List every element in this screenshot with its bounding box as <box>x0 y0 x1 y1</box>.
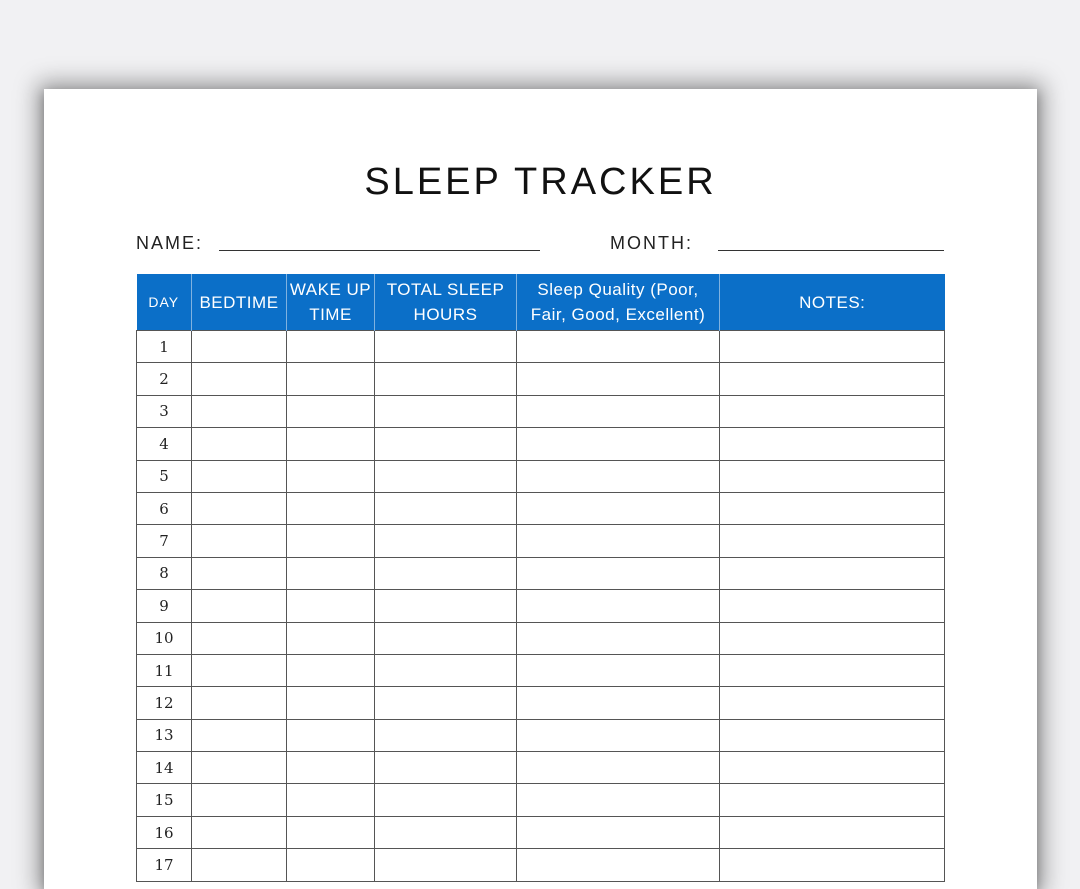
sleep-quality-cell[interactable] <box>517 752 720 784</box>
sleep-quality-cell[interactable] <box>517 654 720 686</box>
bedtime-cell[interactable] <box>192 654 287 686</box>
wake-up-time-cell[interactable] <box>287 525 375 557</box>
total-sleep-hours-cell[interactable] <box>375 719 517 751</box>
day-cell: 10 <box>137 622 192 654</box>
total-sleep-hours-cell[interactable] <box>375 492 517 524</box>
sleep-quality-cell[interactable] <box>517 331 720 363</box>
notes-cell[interactable] <box>720 654 945 686</box>
day-cell: 4 <box>137 428 192 460</box>
sleep-quality-cell[interactable] <box>517 849 720 881</box>
day-cell: 13 <box>137 719 192 751</box>
day-cell: 2 <box>137 363 192 395</box>
day-cell: 12 <box>137 687 192 719</box>
bedtime-cell[interactable] <box>192 622 287 654</box>
header-bedtime: BEDTIME <box>192 274 287 331</box>
header-notes: NOTES: <box>720 274 945 331</box>
total-sleep-hours-cell[interactable] <box>375 816 517 848</box>
total-sleep-hours-cell[interactable] <box>375 622 517 654</box>
table-body <box>137 331 945 882</box>
notes-cell[interactable] <box>720 460 945 492</box>
total-sleep-hours-cell[interactable] <box>375 687 517 719</box>
table-row <box>137 363 945 395</box>
sleep-log-table <box>136 274 945 882</box>
notes-cell[interactable] <box>720 622 945 654</box>
notes-cell[interactable] <box>720 557 945 589</box>
notes-cell[interactable] <box>720 525 945 557</box>
wake-up-time-cell[interactable] <box>287 752 375 784</box>
table-row <box>137 719 945 751</box>
table-row <box>137 395 945 427</box>
header-day: DAY <box>137 274 192 331</box>
wake-up-time-cell[interactable] <box>287 849 375 881</box>
total-sleep-hours-cell[interactable] <box>375 331 517 363</box>
day-cell: 9 <box>137 590 192 622</box>
sleep-quality-cell[interactable] <box>517 395 720 427</box>
table-row <box>137 331 945 363</box>
total-sleep-hours-cell[interactable] <box>375 363 517 395</box>
day-cell: 17 <box>137 849 192 881</box>
wake-up-time-cell[interactable] <box>287 816 375 848</box>
total-sleep-hours-cell[interactable] <box>375 654 517 686</box>
day-cell: 15 <box>137 784 192 816</box>
bedtime-cell[interactable] <box>192 492 287 524</box>
day-cell: 3 <box>137 395 192 427</box>
day-cell: 8 <box>137 557 192 589</box>
notes-cell[interactable] <box>720 492 945 524</box>
notes-cell[interactable] <box>720 719 945 751</box>
notes-cell[interactable] <box>720 363 945 395</box>
notes-cell[interactable] <box>720 816 945 848</box>
table-row <box>137 590 945 622</box>
name-line <box>219 250 540 251</box>
header-wake-up-time: WAKE UP TIME <box>287 274 375 331</box>
sleep-quality-cell[interactable] <box>517 719 720 751</box>
bedtime-cell[interactable] <box>192 849 287 881</box>
bedtime-cell[interactable] <box>192 557 287 589</box>
sleep-quality-cell[interactable] <box>517 525 720 557</box>
table-row <box>137 525 945 557</box>
sleep-quality-cell[interactable] <box>517 784 720 816</box>
wake-up-time-cell[interactable] <box>287 687 375 719</box>
notes-cell[interactable] <box>720 428 945 460</box>
bedtime-cell[interactable] <box>192 590 287 622</box>
sleep-tracker-sheet <box>44 89 1037 889</box>
bedtime-cell[interactable] <box>192 687 287 719</box>
bedtime-cell[interactable] <box>192 331 287 363</box>
day-cell: 5 <box>137 460 192 492</box>
table-row <box>137 460 945 492</box>
total-sleep-hours-cell[interactable] <box>375 525 517 557</box>
notes-cell[interactable] <box>720 752 945 784</box>
sleep-quality-cell[interactable] <box>517 687 720 719</box>
sleep-quality-cell[interactable] <box>517 816 720 848</box>
table-row <box>137 849 945 881</box>
bedtime-cell[interactable] <box>192 719 287 751</box>
wake-up-time-cell[interactable] <box>287 622 375 654</box>
total-sleep-hours-cell[interactable] <box>375 849 517 881</box>
day-cell: 14 <box>137 752 192 784</box>
name-label: NAME: <box>136 233 204 253</box>
table-row <box>137 428 945 460</box>
wake-up-time-cell[interactable] <box>287 331 375 363</box>
page-title: SLEEP TRACKER <box>364 161 717 203</box>
sleep-quality-cell[interactable] <box>517 557 720 589</box>
sleep-quality-cell[interactable] <box>517 492 720 524</box>
total-sleep-hours-cell[interactable] <box>375 460 517 492</box>
day-cell: 11 <box>137 654 192 686</box>
wake-up-time-cell[interactable] <box>287 395 375 427</box>
total-sleep-hours-cell[interactable] <box>375 557 517 589</box>
notes-cell[interactable] <box>720 784 945 816</box>
month-line <box>718 250 944 251</box>
total-sleep-hours-cell[interactable] <box>375 752 517 784</box>
notes-cell[interactable] <box>720 331 945 363</box>
total-sleep-hours-cell[interactable] <box>375 428 517 460</box>
table-row <box>137 622 945 654</box>
bedtime-cell[interactable] <box>192 525 287 557</box>
sleep-quality-cell[interactable] <box>517 428 720 460</box>
wake-up-time-cell[interactable] <box>287 590 375 622</box>
wake-up-time-cell[interactable] <box>287 363 375 395</box>
sleep-quality-cell[interactable] <box>517 622 720 654</box>
total-sleep-hours-cell[interactable] <box>375 395 517 427</box>
bedtime-cell[interactable] <box>192 428 287 460</box>
bedtime-cell[interactable] <box>192 363 287 395</box>
notes-cell[interactable] <box>720 395 945 427</box>
header-total-sleep-hours: TOTAL SLEEP HOURS <box>375 274 517 331</box>
day-cell: 6 <box>137 492 192 524</box>
header-sleep-quality: Sleep Quality (Poor, Fair, Good, Excellent) <box>517 274 720 331</box>
wake-up-time-cell[interactable] <box>287 492 375 524</box>
sleep-quality-cell[interactable] <box>517 363 720 395</box>
month-label: MONTH: <box>610 233 693 253</box>
day-cell: 1 <box>137 331 192 363</box>
notes-cell[interactable] <box>720 849 945 881</box>
wake-up-time-cell[interactable] <box>287 428 375 460</box>
notes-cell[interactable] <box>720 590 945 622</box>
table-row <box>137 654 945 686</box>
table-header-row <box>137 274 945 331</box>
table-row <box>137 687 945 719</box>
wake-up-time-cell[interactable] <box>287 784 375 816</box>
total-sleep-hours-cell[interactable] <box>375 590 517 622</box>
wake-up-time-cell[interactable] <box>287 460 375 492</box>
sleep-quality-cell[interactable] <box>517 590 720 622</box>
table-row <box>137 752 945 784</box>
total-sleep-hours-cell[interactable] <box>375 784 517 816</box>
bedtime-cell[interactable] <box>192 395 287 427</box>
table-row <box>137 557 945 589</box>
wake-up-time-cell[interactable] <box>287 719 375 751</box>
bedtime-cell[interactable] <box>192 816 287 848</box>
bedtime-cell[interactable] <box>192 784 287 816</box>
table-row <box>137 784 945 816</box>
wake-up-time-cell[interactable] <box>287 557 375 589</box>
bedtime-cell[interactable] <box>192 752 287 784</box>
day-cell: 16 <box>137 816 192 848</box>
sleep-quality-cell[interactable] <box>517 460 720 492</box>
day-cell: 7 <box>137 525 192 557</box>
table-row <box>137 816 945 848</box>
notes-cell[interactable] <box>720 687 945 719</box>
bedtime-cell[interactable] <box>192 460 287 492</box>
wake-up-time-cell[interactable] <box>287 654 375 686</box>
table-row <box>137 492 945 524</box>
